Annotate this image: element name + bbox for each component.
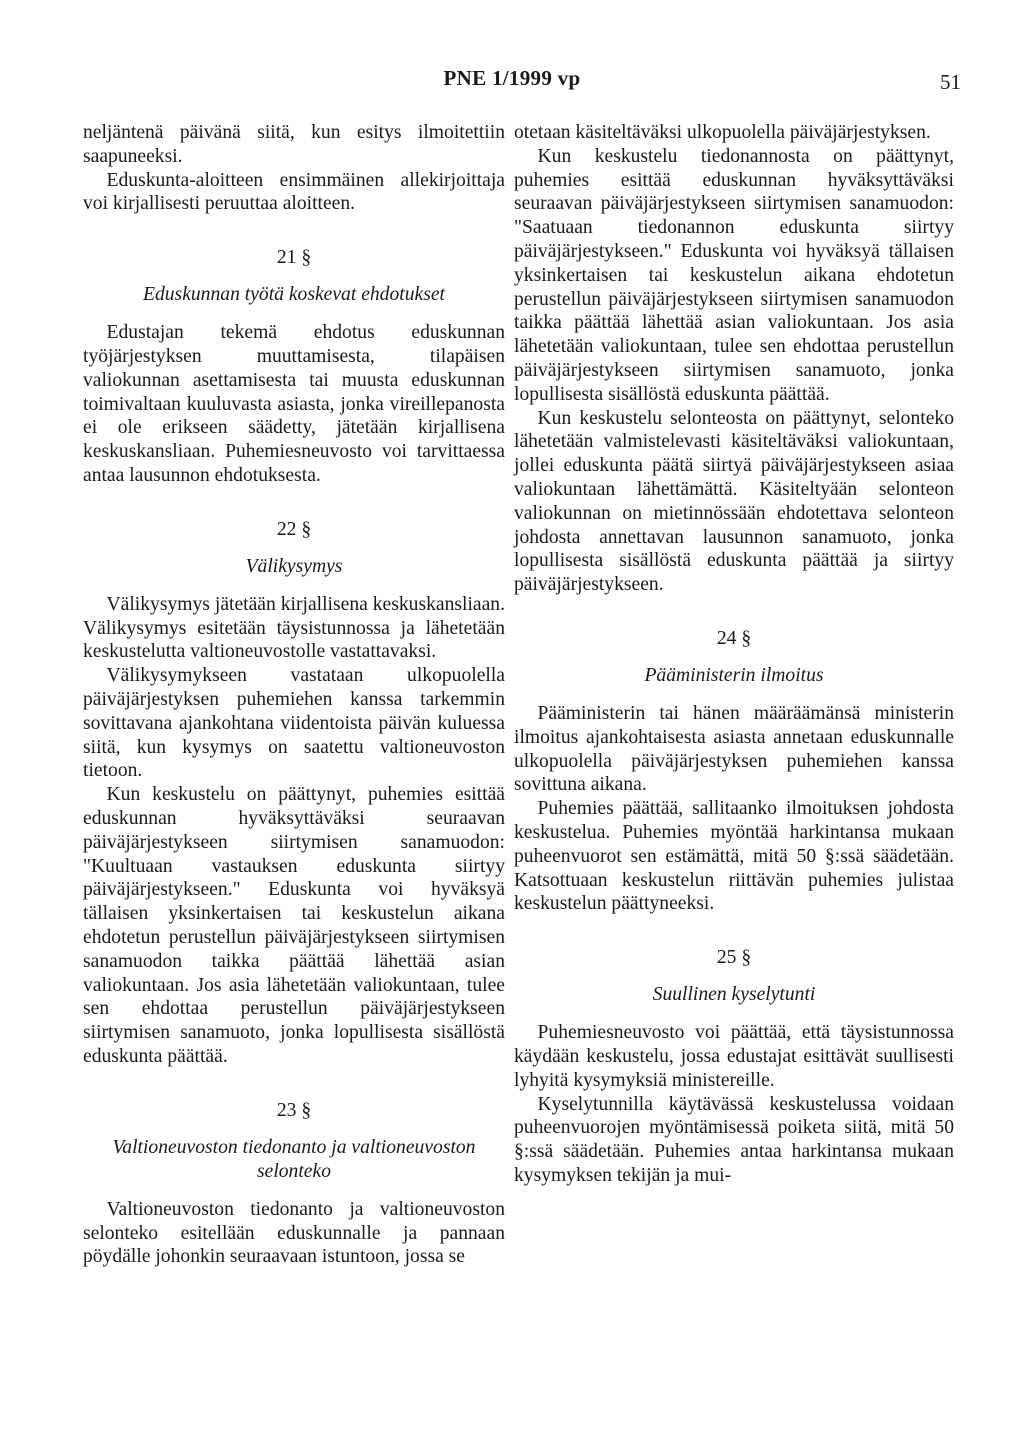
paragraph: Edustajan tekemä ehdotus eduskunnan työjärjestyksen muuttamisesta, tilapäisen valiokunnan asettamisesta tai muusta eduskunnan toimivaltaan kuuluvasta asiasta, jonka vireillepanosta ei ole erikseen säädetty, jätetään kirjallisena keskuskansliaan. Puhemiesneuvosto voi tarvittaessa antaa lausunnon ehdotuksesta. bbox=[83, 322, 505, 486]
right-column bbox=[514, 121, 954, 1188]
paragraph: neljäntenä päivänä siitä, kun esitys ilmoitettiin saapuneeksi. bbox=[83, 122, 505, 167]
section-number-25: 25 § bbox=[716, 947, 752, 969]
paragraph: Puhemiesneuvosto voi päättää, että täysistunnossa käydään keskustelu, jossa edustajat esittävät suullisesti lyhyitä kysymyksiä ministereille. bbox=[514, 1022, 954, 1091]
section-title-22: Välikysymys bbox=[245, 555, 343, 577]
section-number-21: 21 § bbox=[276, 247, 312, 269]
paragraph: Pääministerin tai hänen määräämänsä ministerin ilmoitus ajankohtaisesta asiasta annetaan eduskunnalle ulkopuolella päiväjärjestyksen puhemiehen kanssa sovittuna aikana. bbox=[514, 702, 954, 796]
paragraph: Puhemies päättää, sallitaanko ilmoituksen johdosta keskustelua. Puhemies myöntää harkintansa mukaan puheenvuorot sen estämättä, mitä 50 §:ssä säädetään. Katsottuaan keskustelun riittävän puhemies julistaa keskustelun päättyneeksi. bbox=[514, 798, 954, 915]
left-column bbox=[83, 121, 505, 1269]
page-number: 51 bbox=[940, 70, 961, 94]
section-number-23: 23 § bbox=[276, 1099, 312, 1121]
paragraph: Kun keskustelu tiedonannosta on päättynyt, puhemies esittää eduskunnan hyväksyttäväksi seuraavan päiväjärjestykseen siirtymisen sanamuodon: "Saatuaan tiedonannon eduskunta siirtyy päiväjärjestykseen." Eduskunta voi hyväksyä tällaisen yksinkertaisen tai keskustelun aikana ehdotetun perustellun päiväjärjestykseen siirtymisen sanamuodon taikka päättää lähettää asian valiokuntaan. Jos asia lähetetään valiokuntaan, tulee sen ehdottaa perustellun päiväjärjestykseen siirtymisen sanamuoto, jonka lopullisesta sisällöstä eduskunta päättää. bbox=[514, 145, 954, 405]
paragraph: Eduskunta-aloitteen ensimmäinen allekirjoittaja voi kirjallisesti peruuttaa aloitteen. bbox=[83, 169, 505, 215]
paragraph: otetaan käsiteltäväksi ulkopuolella päiväjärjestyksen. bbox=[514, 122, 931, 143]
page-header-title: PNE 1/1999 vp bbox=[443, 66, 581, 90]
paragraph: Välikysymykseen vastataan ulkopuolella päiväjärjestyksen puhemiehen kanssa tarkemmin sovittavana ajankohtana viidentoista päivän kuluessa siitä, kun kysymys on saatettu valtioneuvoston tietoon. bbox=[83, 665, 505, 782]
section-number-22: 22 § bbox=[276, 518, 312, 540]
paragraph: Kun keskustelu on päättynyt, puhemies esittää eduskunnan hyväksyttäväksi seuraavan päiväjärjestykseen siirtymisen sanamuodon: "Kuultuaan vastauksen eduskunta siirtyy päiväjärjestykseen." Eduskunta voi hyväksyä tällaisen yksinkertaisen tai keskustelun aikana ehdotetun perustellun päiväjärjestykseen siirtymisen sanamuodon taikka päättää lähettää asian valiokuntaan. Jos asia lähetetään valiokuntaan, tulee sen ehdottaa perustellun päiväjärjestykseen siirtymisen sanamuoto, jonka lopullisesta sisällöstä eduskunta päättää. bbox=[83, 784, 505, 1067]
section-title-24: Pääministerin ilmoitus bbox=[644, 664, 824, 686]
paragraph: Kun keskustelu selonteosta on päättynyt, selonteko lähetetään valmistelevasti käsiteltäväksi valiokuntaan, jollei eduskunta päätä siirtyä päiväjärjestykseen asiaa valiokuntaan lähettämättä. Käsiteltyään selonteon valiokunnan on mietinnössään ehdotettava selonteon johdosta annettavan lausunnon sanamuoto, jonka lopullisesta sisällöstä eduskunta päättää ja siirtyy päiväjärjestykseen. bbox=[514, 407, 954, 596]
section-number-24: 24 § bbox=[716, 627, 752, 649]
section-title-25: Suullinen kyselytunti bbox=[652, 984, 816, 1006]
paragraph: Kyselytunnilla käytävässä keskustelussa voidaan puheenvuorojen myöntämisessä poiketa siitä, mitä 50 §:ssä säädetään. Puhemies antaa harkintansa mukaan kysymyksen tekijän ja mui- bbox=[514, 1093, 954, 1186]
section-title-23: Valtioneuvoston tiedonanto ja valtioneuvoston selonteko bbox=[112, 1136, 476, 1182]
paragraph: Valtioneuvoston tiedonanto ja valtioneuvoston selonteko esitellään eduskunnalle ja pannaan pöydälle johonkin seuraavaan istuntoon, jossa se bbox=[83, 1198, 505, 1268]
paragraph: Välikysymys jätetään kirjallisena keskuskansliaan. Välikysymys esitetään täysistunnossa ja lähetetään keskustelutta valtioneuvostolle vastattavaksi. bbox=[83, 593, 505, 663]
section-title-21: Eduskunnan työtä koskevat ehdotukset bbox=[143, 284, 445, 306]
